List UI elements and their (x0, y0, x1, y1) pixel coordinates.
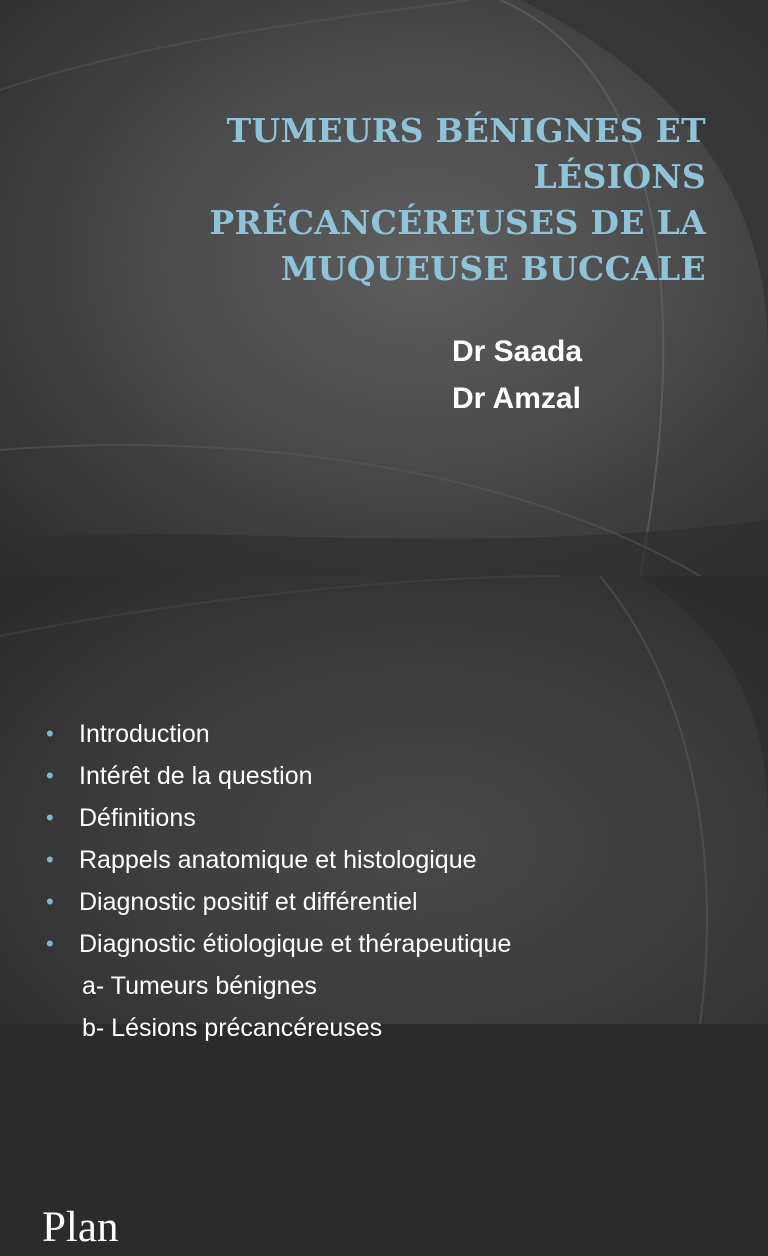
list-item (44, 923, 744, 965)
list-item (44, 797, 744, 839)
author-name: Dr Amzal (452, 382, 581, 415)
bullet-dot-icon: • (46, 721, 54, 746)
bullet-dot-icon: • (46, 805, 54, 830)
bullet-dot-icon: • (46, 889, 54, 914)
list-item-label: Intérêt de la question (79, 762, 313, 790)
presentation-title (60, 108, 706, 292)
title-line: TUMEURS BÉNIGNES ET LÉSIONS (226, 111, 706, 196)
list-item-label: Diagnostic étiologique et thérapeutique (79, 930, 512, 958)
list-subitem (44, 965, 744, 1007)
list-item (44, 755, 744, 797)
plan-heading: Plan (42, 1204, 119, 1251)
list-item (44, 839, 744, 881)
title-line: MUQUEUSE BUCCALE (280, 249, 706, 288)
authors (452, 328, 582, 422)
bullet-dot-icon: • (46, 763, 54, 788)
list-item (44, 713, 744, 755)
list-item-label: Diagnostic positif et différentiel (79, 888, 418, 916)
list-subitem-label: a- Tumeurs bénignes (82, 972, 317, 1000)
bullet-dot-icon: • (46, 847, 54, 872)
list-item-label: Introduction (79, 720, 210, 748)
title-slide (0, 0, 768, 576)
list-item-label: Rappels anatomique et histologique (79, 846, 477, 874)
list-subitem-label: b- Lésions précancéreuses (82, 1014, 383, 1042)
bullet-dot-icon: • (46, 931, 54, 956)
title-line: PRÉCANCÉREUSES DE LA (209, 203, 706, 242)
plan-list (44, 713, 744, 1049)
list-subitem (44, 1007, 744, 1049)
list-item (44, 881, 744, 923)
author-name: Dr Saada (452, 335, 583, 368)
list-item-label: Définitions (79, 804, 196, 832)
